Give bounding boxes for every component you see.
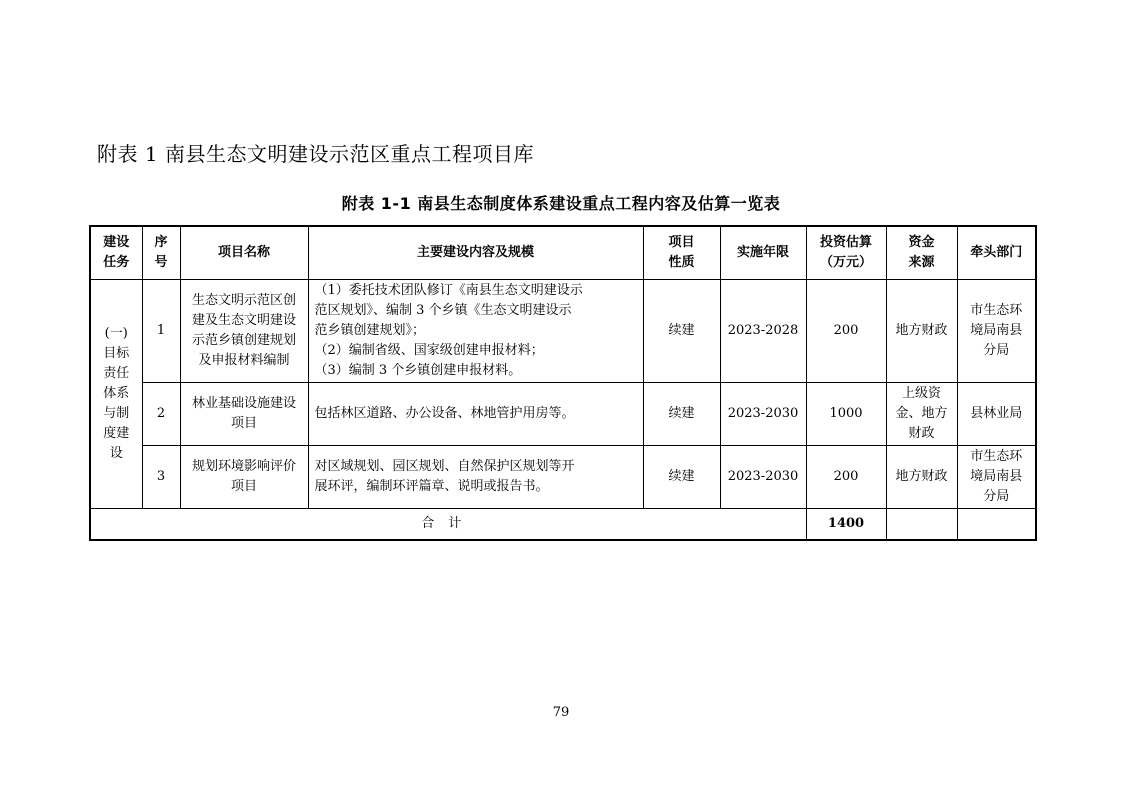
- content-cell: [308, 383, 643, 446]
- total-label: 合计: [90, 509, 806, 541]
- lead-cell: 市生态环境局南县分局: [957, 446, 1036, 509]
- lead-cell: 市生态环境局南县分局: [957, 280, 1036, 383]
- content-line: 对区域规划、园区规划、自然保护区规划等开: [314, 459, 575, 474]
- table-row: [90, 383, 1036, 446]
- period-cell: 2023-2028: [720, 280, 806, 383]
- table-row: [90, 280, 1036, 383]
- content-line: 范区规划》、编制 3 个乡镇《生态文明建设示: [314, 303, 572, 318]
- project-name-cell: 规划环境影响评价项目: [180, 446, 308, 509]
- empty-cell: [886, 509, 957, 541]
- seq-cell: 2: [142, 383, 180, 446]
- header-content: 主要建设内容及规模: [308, 226, 643, 280]
- table-row: [90, 446, 1036, 509]
- page-number: 79: [552, 705, 570, 720]
- header-row: [90, 226, 1036, 280]
- header-funding: 资金来源: [886, 226, 957, 280]
- header-seq: 序号: [142, 226, 180, 280]
- content-line: （1）委托技术团队修订《南县生态文明建设示: [314, 283, 583, 298]
- appendix-name: 南县生态文明建设示范区重点工程项目库: [164, 142, 534, 166]
- content-cell: [308, 446, 643, 509]
- period-cell: 2023-2030: [720, 446, 806, 509]
- period-cell: 2023-2030: [720, 383, 806, 446]
- nature-cell: 续建: [643, 446, 720, 509]
- empty-cell: [957, 509, 1036, 541]
- header-task: 建设任务: [90, 226, 142, 280]
- project-name-cell: 生态文明示范区创建及生态文明建设示范乡镇创建规划及申报材料编制: [180, 280, 308, 383]
- nature-cell: 续建: [643, 383, 720, 446]
- seq-cell: 1: [142, 280, 180, 383]
- appendix-title: [97, 138, 534, 167]
- table-title: 附表 1-1 南县生态制度体系建设重点工程内容及估算一览表: [341, 194, 781, 213]
- investment-cell: 200: [806, 280, 886, 383]
- content-line: （2）编制省级、国家级创建申报材料；: [314, 343, 544, 358]
- task-group-cell: (一)目标责任体系与制度建设: [90, 280, 142, 509]
- funding-cell: 地方财政: [886, 446, 957, 509]
- content-line: 展环评，编制环评篇章、说明或报告书。: [314, 479, 549, 494]
- header-investment: 投资估算（万元）: [806, 226, 886, 280]
- content-line: （3）编制 3 个乡镇创建申报材料。: [314, 363, 522, 378]
- header-nature: 项目性质: [643, 226, 720, 280]
- appendix-label: 附表 1: [97, 142, 159, 166]
- content-line: 包括林区道路、办公设备、林地管护用房等。: [314, 406, 575, 421]
- funding-cell: 地方财政: [886, 280, 957, 383]
- project-name-cell: 林业基础设施建设项目: [180, 383, 308, 446]
- header-period: 实施年限: [720, 226, 806, 280]
- total-value: 1400: [806, 509, 886, 541]
- nature-cell: 续建: [643, 280, 720, 383]
- funding-cell: 上级资金、地方财政: [886, 383, 957, 446]
- content-cell: [308, 280, 643, 383]
- investment-cell: 200: [806, 446, 886, 509]
- seq-cell: 3: [142, 446, 180, 509]
- header-lead: 牵头部门: [957, 226, 1036, 280]
- total-row: [90, 509, 1036, 541]
- investment-cell: 1000: [806, 383, 886, 446]
- content-line: 范乡镇创建规划》；: [314, 323, 426, 338]
- project-table: [89, 225, 1037, 541]
- lead-cell: 县林业局: [957, 383, 1036, 446]
- header-name: 项目名称: [180, 226, 308, 280]
